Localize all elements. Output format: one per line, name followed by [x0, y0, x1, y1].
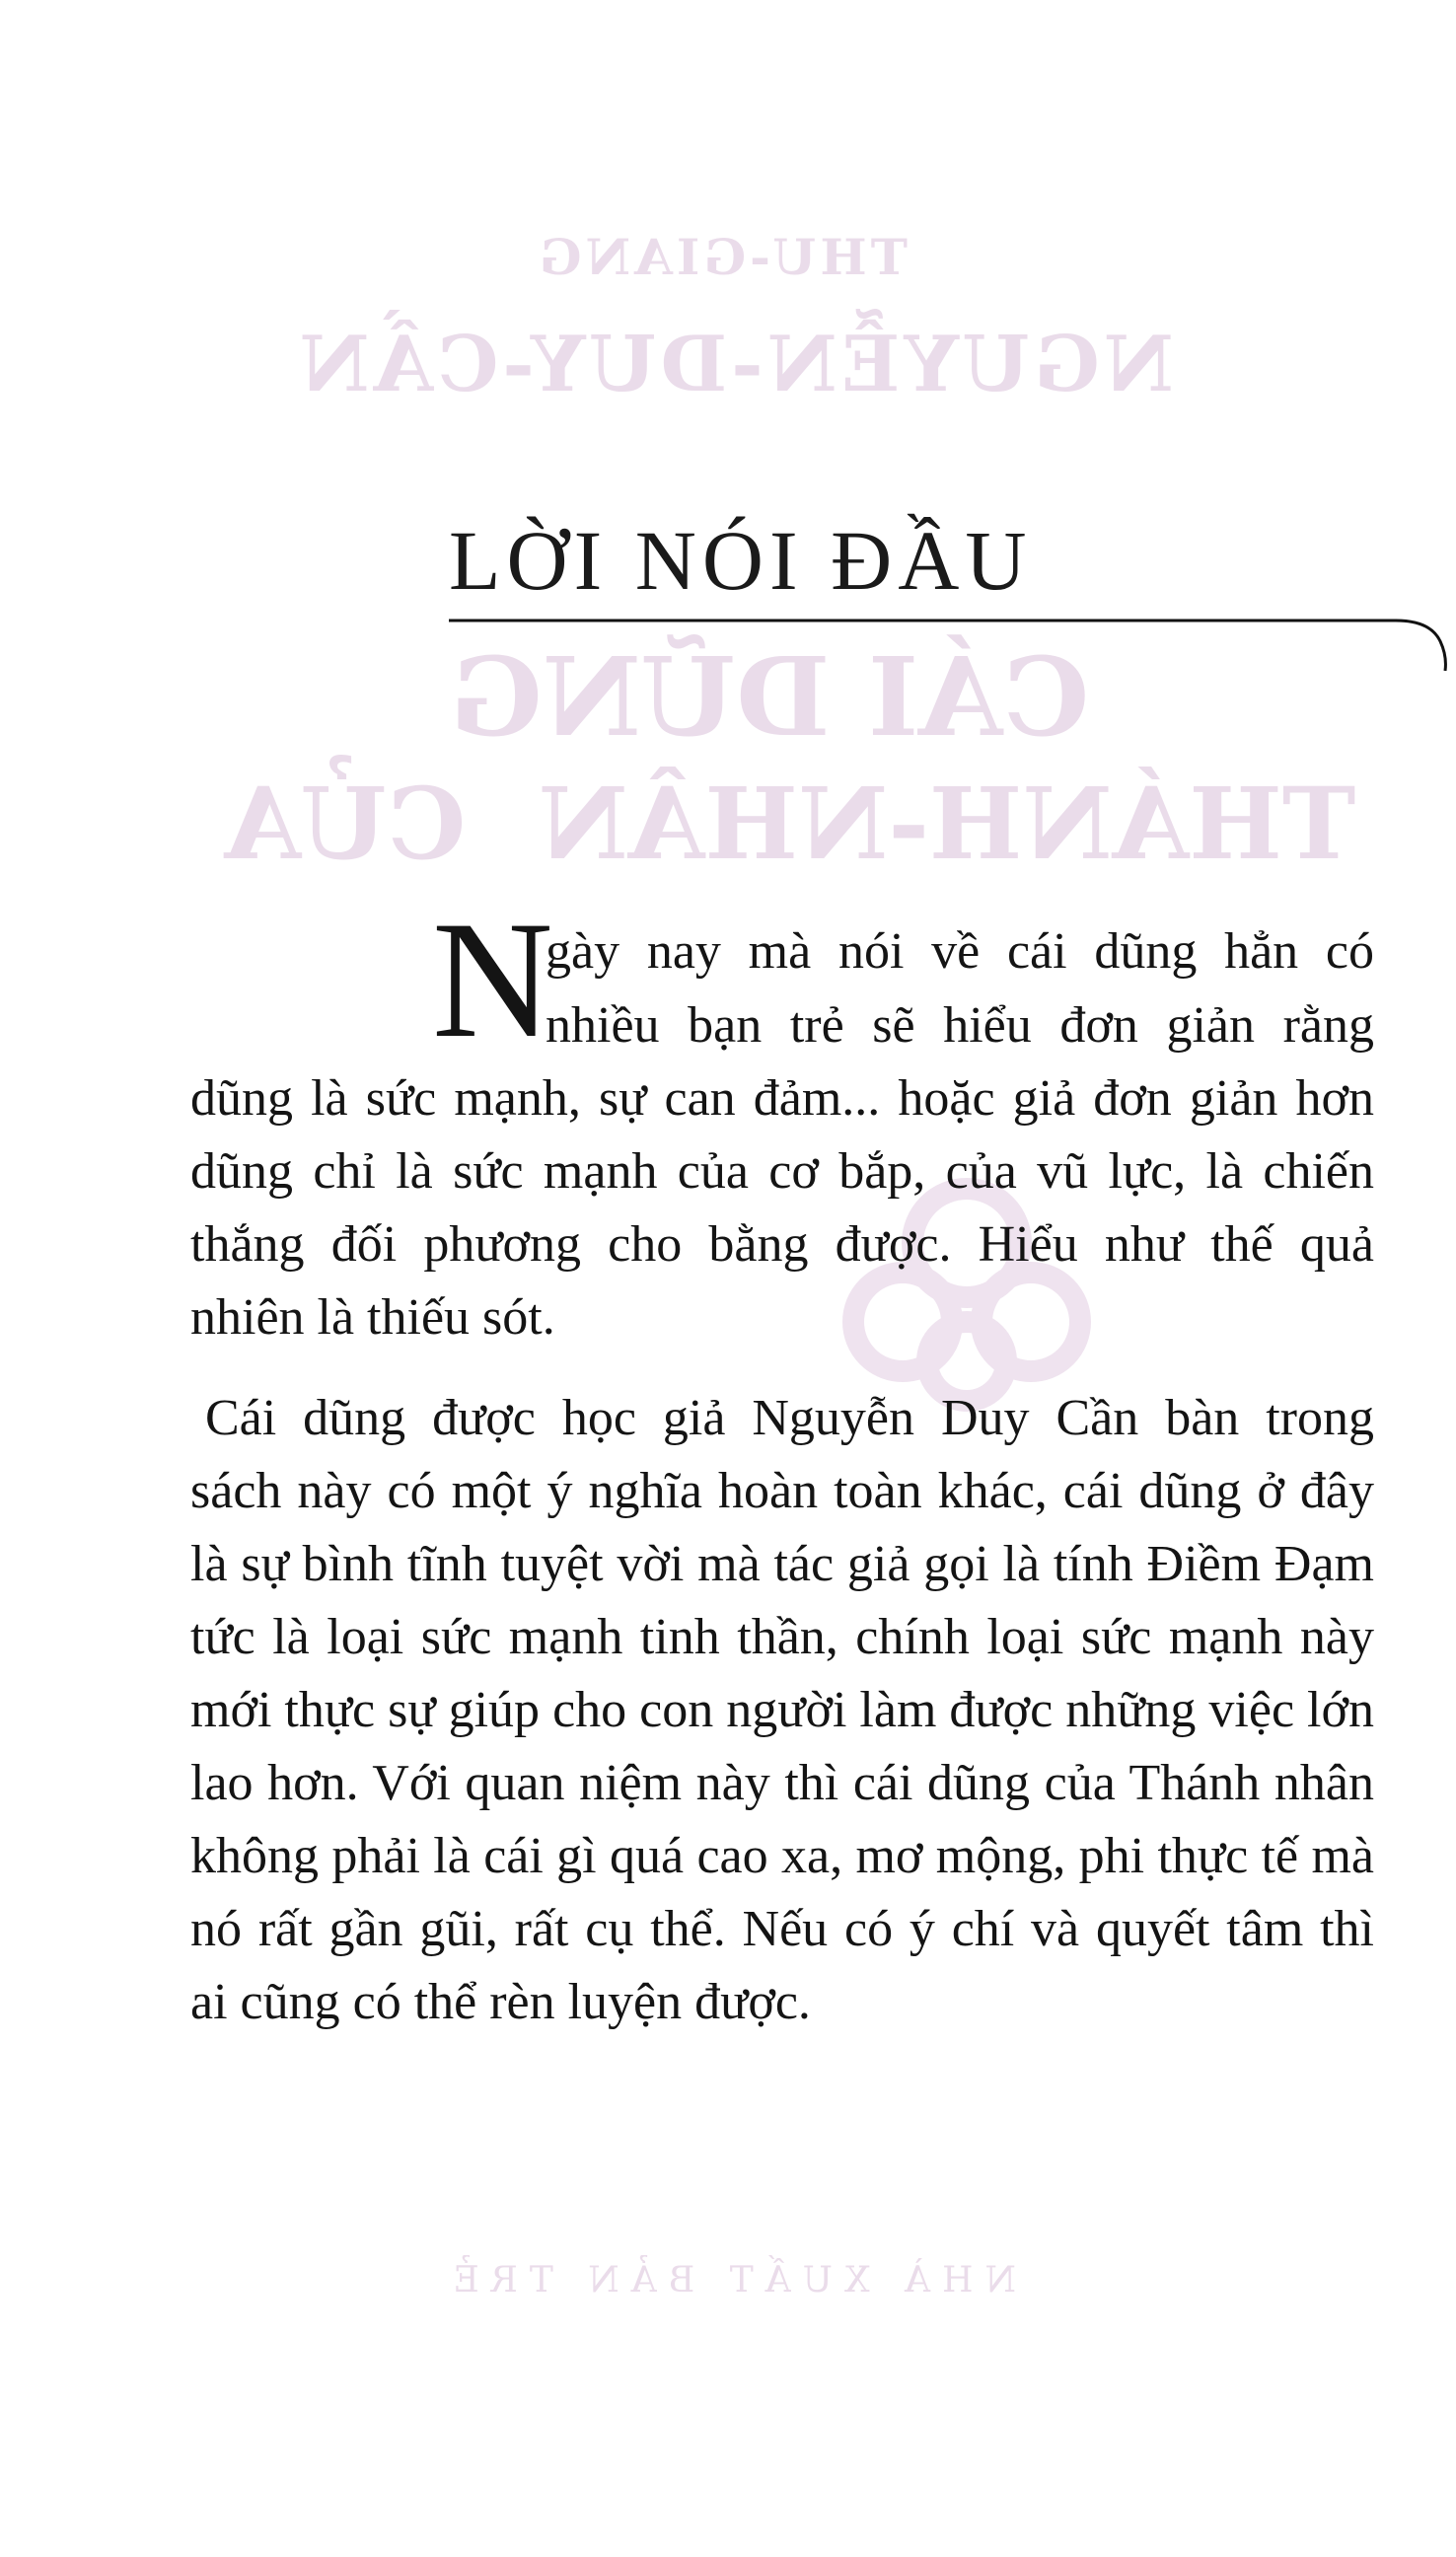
- text-line: mới thực sự giúp cho con người làm được những việc lớn: [190, 1682, 1374, 1738]
- page-title: LỜI NÓI ĐẦU: [449, 513, 1033, 608]
- drop-cap: N: [432, 887, 553, 1072]
- text-line: lao hơn. Với quan niệm này thì cái dũng của Thánh nhân: [190, 1755, 1374, 1811]
- text-line: nó rất gần gũi, rất cụ thể. Nếu có ý chí và quyết tâm thì: [190, 1901, 1374, 1957]
- text-line: ai cũng có thể rèn luyện được.: [190, 1974, 811, 2030]
- text-line: thắng đối phương cho bằng được. Hiểu như thế quả: [190, 1216, 1374, 1273]
- bleed-title-1: CÁI DŨNG: [449, 633, 1090, 761]
- bleed-author-large: NGUYỄN-DUY-CẦN: [295, 320, 1174, 409]
- text-line: nhiều bạn trẻ sẽ hiểu đơn giản rằng: [546, 997, 1374, 1054]
- bleed-title-3: THÁNH-NHÂN: [538, 766, 1356, 882]
- text-line: Cái dũng được học giả Nguyễn Duy Cần bàn trong: [205, 1390, 1374, 1446]
- bleed-title-2: CỦA: [224, 766, 467, 882]
- text-line: nhiên là thiếu sót.: [190, 1289, 555, 1346]
- title-rule: [449, 612, 1456, 671]
- text-line: tức là loại sức mạnh tinh thần, chính loại sức mạnh này: [190, 1609, 1374, 1665]
- text-line: sách này có một ý nghĩa hoàn toàn khác, cái dũng ở đây: [190, 1463, 1374, 1519]
- bleed-publisher: NHÀ XUẤT BẢN TRẺ: [441, 2260, 1016, 2301]
- text-line: gày nay mà nói về cái dũng hẳn có: [546, 923, 1374, 980]
- text-line: không phải là cái gì quá cao xa, mơ mộng, phi thực tế mà: [190, 1828, 1374, 1884]
- text-line: dũng chỉ là sức mạnh của cơ bắp, của vũ lực, là chiến: [190, 1143, 1374, 1200]
- text-line: dũng là sức mạnh, sự can đảm... hoặc giả đơn giản hơn: [190, 1070, 1374, 1127]
- text-line: là sự bình tĩnh tuyệt vời mà tác giả gọi là tính Điềm Đạm: [190, 1536, 1374, 1592]
- bleed-author-small: THU-GIANG: [535, 228, 908, 286]
